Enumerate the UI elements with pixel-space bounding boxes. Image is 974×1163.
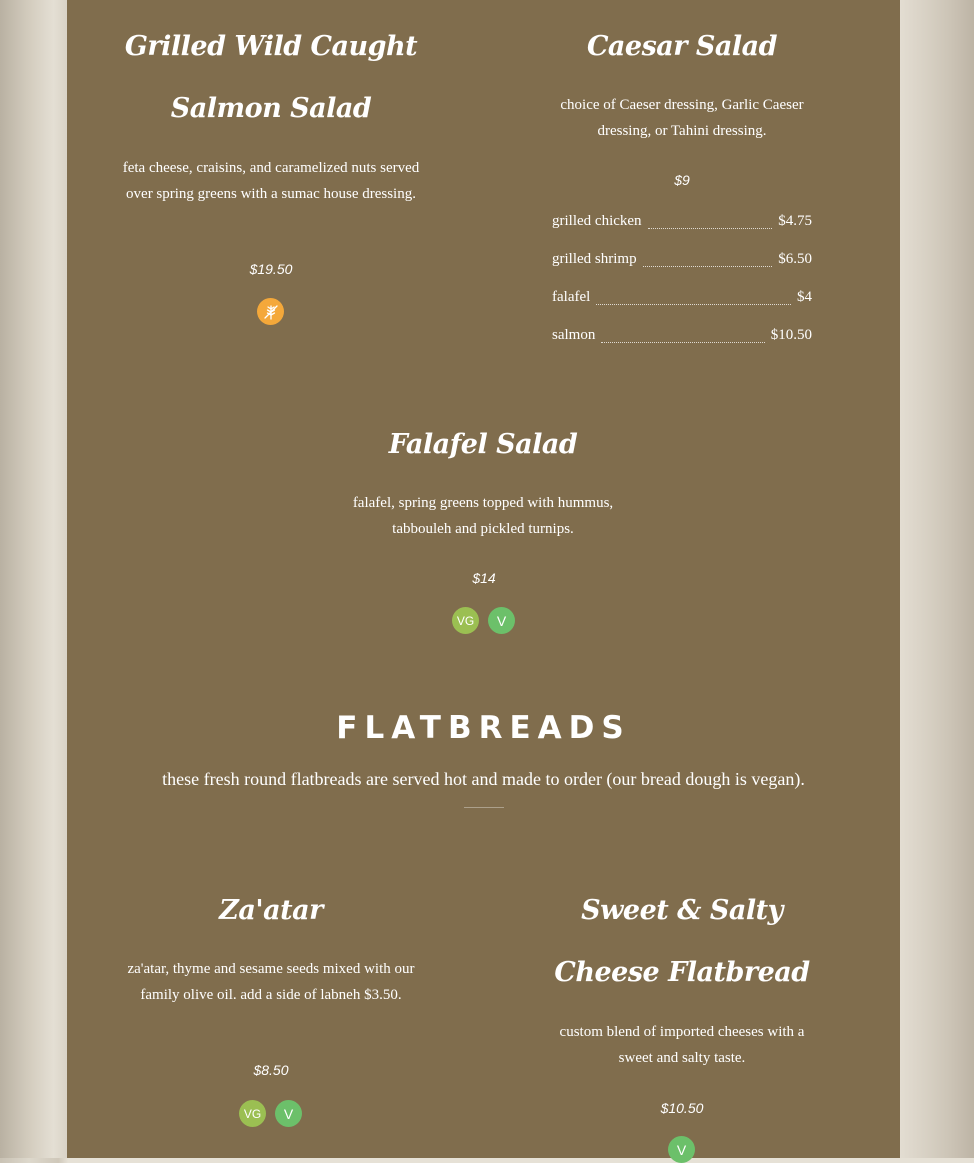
- section-divider: [464, 807, 504, 808]
- dish-description: custom blend of imported cheeses with a sweet and salty taste.: [559, 1024, 805, 1066]
- addon-price: $4: [797, 289, 812, 305]
- dish-price: $10.50: [660, 1100, 704, 1116]
- addon-row: [552, 247, 812, 271]
- addon-name: grilled shrimp: [552, 251, 637, 267]
- addon-row: [552, 323, 812, 347]
- dish-title: Grilled Wild Caught Salmon Salad: [124, 31, 418, 124]
- vegetarian-icon: V: [488, 607, 515, 634]
- leader-dots: [601, 332, 764, 343]
- leader-dots: [596, 294, 791, 305]
- dish-price: $9: [674, 172, 690, 188]
- gluten-free-icon: [257, 298, 284, 325]
- dish-description: za'atar, thyme and sesame seeds mixed with our family olive oil. add a side of labneh $3.50.: [127, 961, 415, 1003]
- addon-name: grilled chicken: [552, 213, 642, 229]
- section-subtitle: these fresh round flatbreads are served hot and made to order (our bread dough is vegan).: [162, 769, 805, 789]
- dish-title: Za'atar: [219, 895, 323, 926]
- dish-title: Caesar Salad: [586, 31, 778, 62]
- vegan-icon: VG: [452, 607, 479, 634]
- addon-name: falafel: [552, 289, 591, 305]
- addon-row: [552, 285, 812, 309]
- addon-price: $6.50: [778, 251, 812, 267]
- addon-row: [552, 209, 812, 233]
- dish-description: falafel, spring greens topped with hummus, tabbouleh and pickled turnips.: [352, 495, 614, 537]
- leader-dots: [648, 218, 773, 229]
- vegetarian-icon: V: [668, 1136, 695, 1163]
- background-right: [900, 0, 974, 1158]
- section-title: FLATBREADS: [336, 710, 631, 746]
- dish-description: choice of Caeser dressing, Garlic Caeser dressing, or Tahini dressing.: [560, 97, 804, 139]
- menu-panel: [67, 0, 900, 1158]
- dish-title: Sweet & Salty Cheese Flatbread: [554, 895, 810, 988]
- addon-name: salmon: [552, 327, 596, 343]
- vegetarian-icon: V: [275, 1100, 302, 1127]
- dish-price: $8.50: [253, 1062, 289, 1078]
- addon-price: $4.75: [778, 213, 812, 229]
- dish-price: $14: [472, 570, 496, 586]
- vegan-icon: VG: [239, 1100, 266, 1127]
- background-left: [0, 0, 67, 1158]
- dish-price: $19.50: [249, 261, 293, 277]
- addon-price: $10.50: [770, 327, 812, 343]
- leader-dots: [643, 256, 773, 267]
- dish-title: Falafel Salad: [388, 429, 578, 460]
- dish-description: feta cheese, craisins, and caramelized nuts served over spring greens with a sumac house dressing.: [122, 160, 420, 202]
